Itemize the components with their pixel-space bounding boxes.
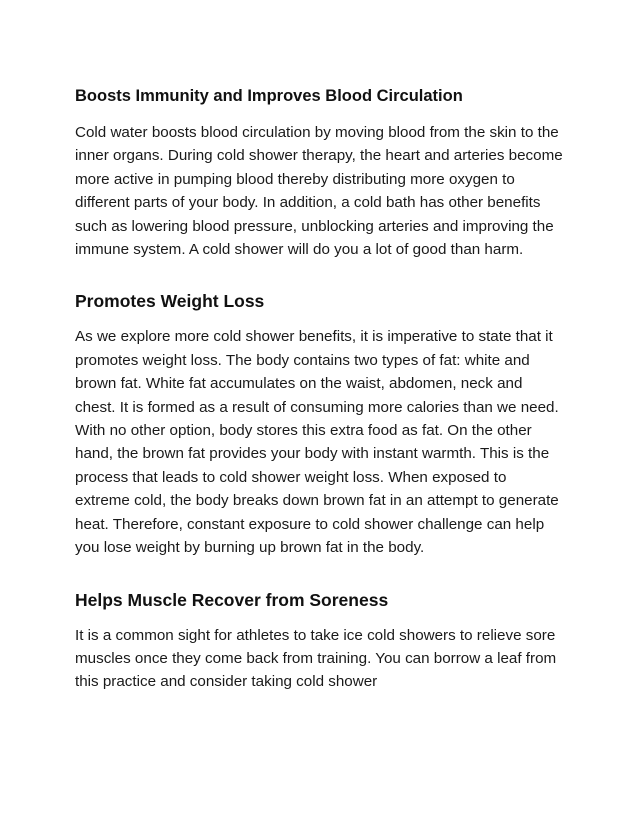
document-page <box>75 84 565 694</box>
section-paragraph: It is a common sight for athletes to take ice cold showers to relieve sore muscles once they come back from training. You can borrow a leaf from this practice and consider taking cold shower <box>75 626 557 691</box>
section-muscle-recovery <box>75 588 565 694</box>
section-paragraph: Cold water boosts blood circulation by moving blood from the skin to the inner organs. During cold shower therapy, the heart and arteries become more active in pumping blood thereby distributing more oxygen to different parts of your body. In addition, a cold bath has other benefits such as lowering blood pressure, unblocking arteries and improving the immune system. A cold shower will do you a lot of good than harm. <box>75 124 563 259</box>
section-heading: Helps Muscle Recover from Soreness <box>75 589 389 610</box>
section-immunity-circulation <box>75 84 565 261</box>
section-weight-loss <box>75 289 565 559</box>
section-paragraph: As we explore more cold shower benefits, it is imperative to state that it promotes weight loss. The body contains two types of fat: white and brown fat. White fat accumulates on the waist, abdomen, neck and chest. It is formed as a result of consuming more calories than we need. With no other option, body stores this extra food as fat. On the other hand, the brown fat provides your body with instant warmth. This is the process that leads to cold shower weight loss. When exposed to extreme cold, the body breaks down brown fat in an attempt to generate heat. Therefore, constant exposure to cold shower challenge can help you lose weight by burning up brown fat in the body. <box>75 328 559 557</box>
section-heading: Boosts Immunity and Improves Blood Circulation <box>75 87 463 105</box>
section-heading: Promotes Weight Loss <box>75 291 265 312</box>
